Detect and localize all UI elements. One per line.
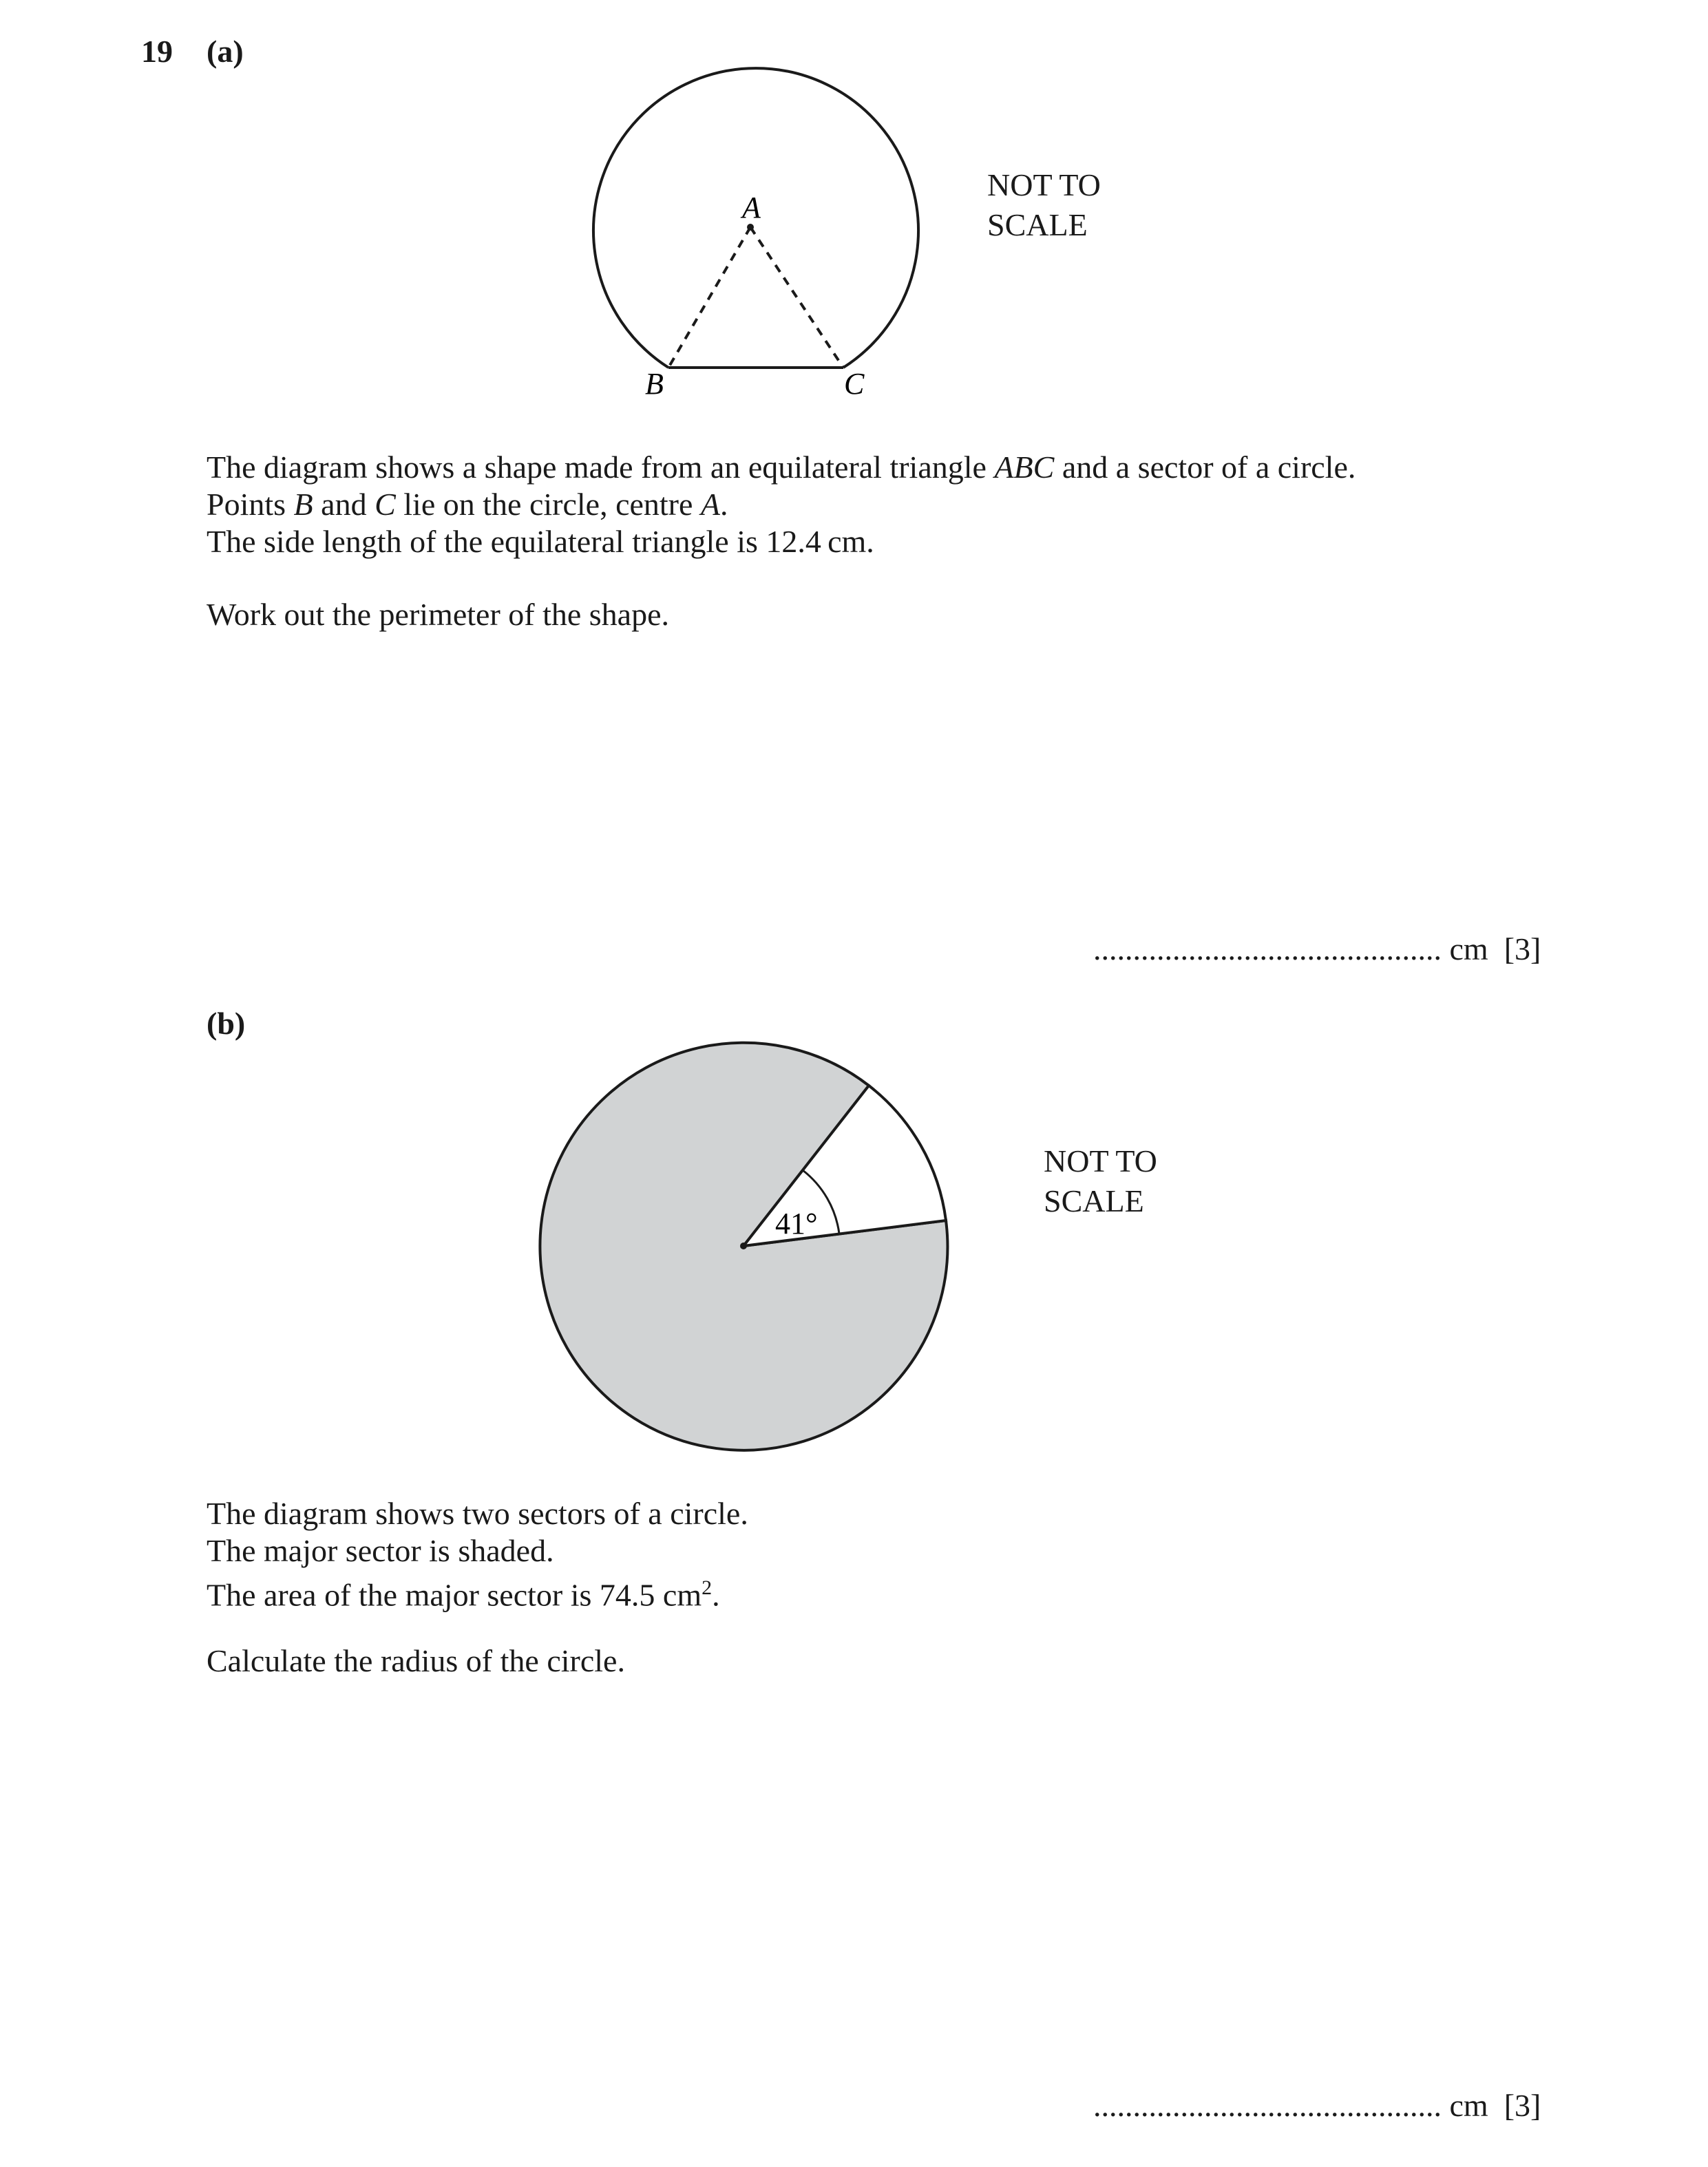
- answer-dots[interactable]: ............................................: [1093, 931, 1442, 966]
- part-b-line-1: The diagram shows two sectors of a circle.: [207, 1496, 748, 1531]
- part-b-line-3: The area of the major sector is 74.5 $cm^2$.: [207, 1576, 720, 1613]
- part-a-diagram: [0, 0, 1708, 427]
- part-a-text: [207, 449, 1356, 560]
- triangle-side-ab: [668, 227, 750, 368]
- circle-centre: [740, 1243, 747, 1249]
- part-b-answer-line[interactable]: [1093, 2087, 1541, 2124]
- point-a-label: A: [742, 191, 761, 224]
- centre-point-a: [747, 224, 754, 231]
- not-to-scale-b-line2: SCALE: [1044, 1183, 1144, 1218]
- question-number: 19: [141, 34, 173, 69]
- not-to-scale-a-line2: SCALE: [987, 207, 1088, 242]
- answer-dots[interactable]: ............................................: [1093, 2088, 1442, 2123]
- not-to-scale-a: [987, 165, 1101, 245]
- part-a-instruction: Work out the perimeter of the shape.: [207, 597, 670, 632]
- triangle-side-ac: [750, 227, 843, 368]
- marks-label: [3]: [1504, 931, 1541, 966]
- not-to-scale-a-line1: NOT TO: [987, 167, 1101, 202]
- not-to-scale-b-line1: NOT TO: [1044, 1143, 1157, 1178]
- part-b-label: (b): [207, 1006, 246, 1041]
- part-a-line-3: The side length of the equilateral triangle is 12.4 cm.: [207, 524, 874, 559]
- part-b-line-2: The major sector is shaded.: [207, 1533, 554, 1568]
- part-b-text: [207, 1495, 748, 1614]
- part-a-line-2: Points B and C lie on the circle, centre A.: [207, 487, 728, 522]
- angle-label: 41°: [775, 1207, 818, 1240]
- marks-label: [3]: [1504, 2088, 1541, 2123]
- part-a-line-1: The diagram shows a shape made from an equilateral triangle ABC and a sector of a circle.: [207, 450, 1356, 485]
- part-b-instruction: Calculate the radius of the circle.: [207, 1643, 625, 1678]
- part-a-label: (a): [207, 34, 244, 69]
- not-to-scale-b: [1044, 1141, 1157, 1221]
- answer-unit: cm: [1449, 931, 1488, 966]
- point-c-label: C: [844, 367, 865, 401]
- part-b-diagram: [0, 1019, 1708, 1466]
- area-superscript: 2: [702, 1576, 713, 1599]
- answer-unit: cm: [1449, 2088, 1488, 2123]
- point-b-label: B: [645, 367, 664, 401]
- part-a-answer-line[interactable]: [1093, 931, 1541, 967]
